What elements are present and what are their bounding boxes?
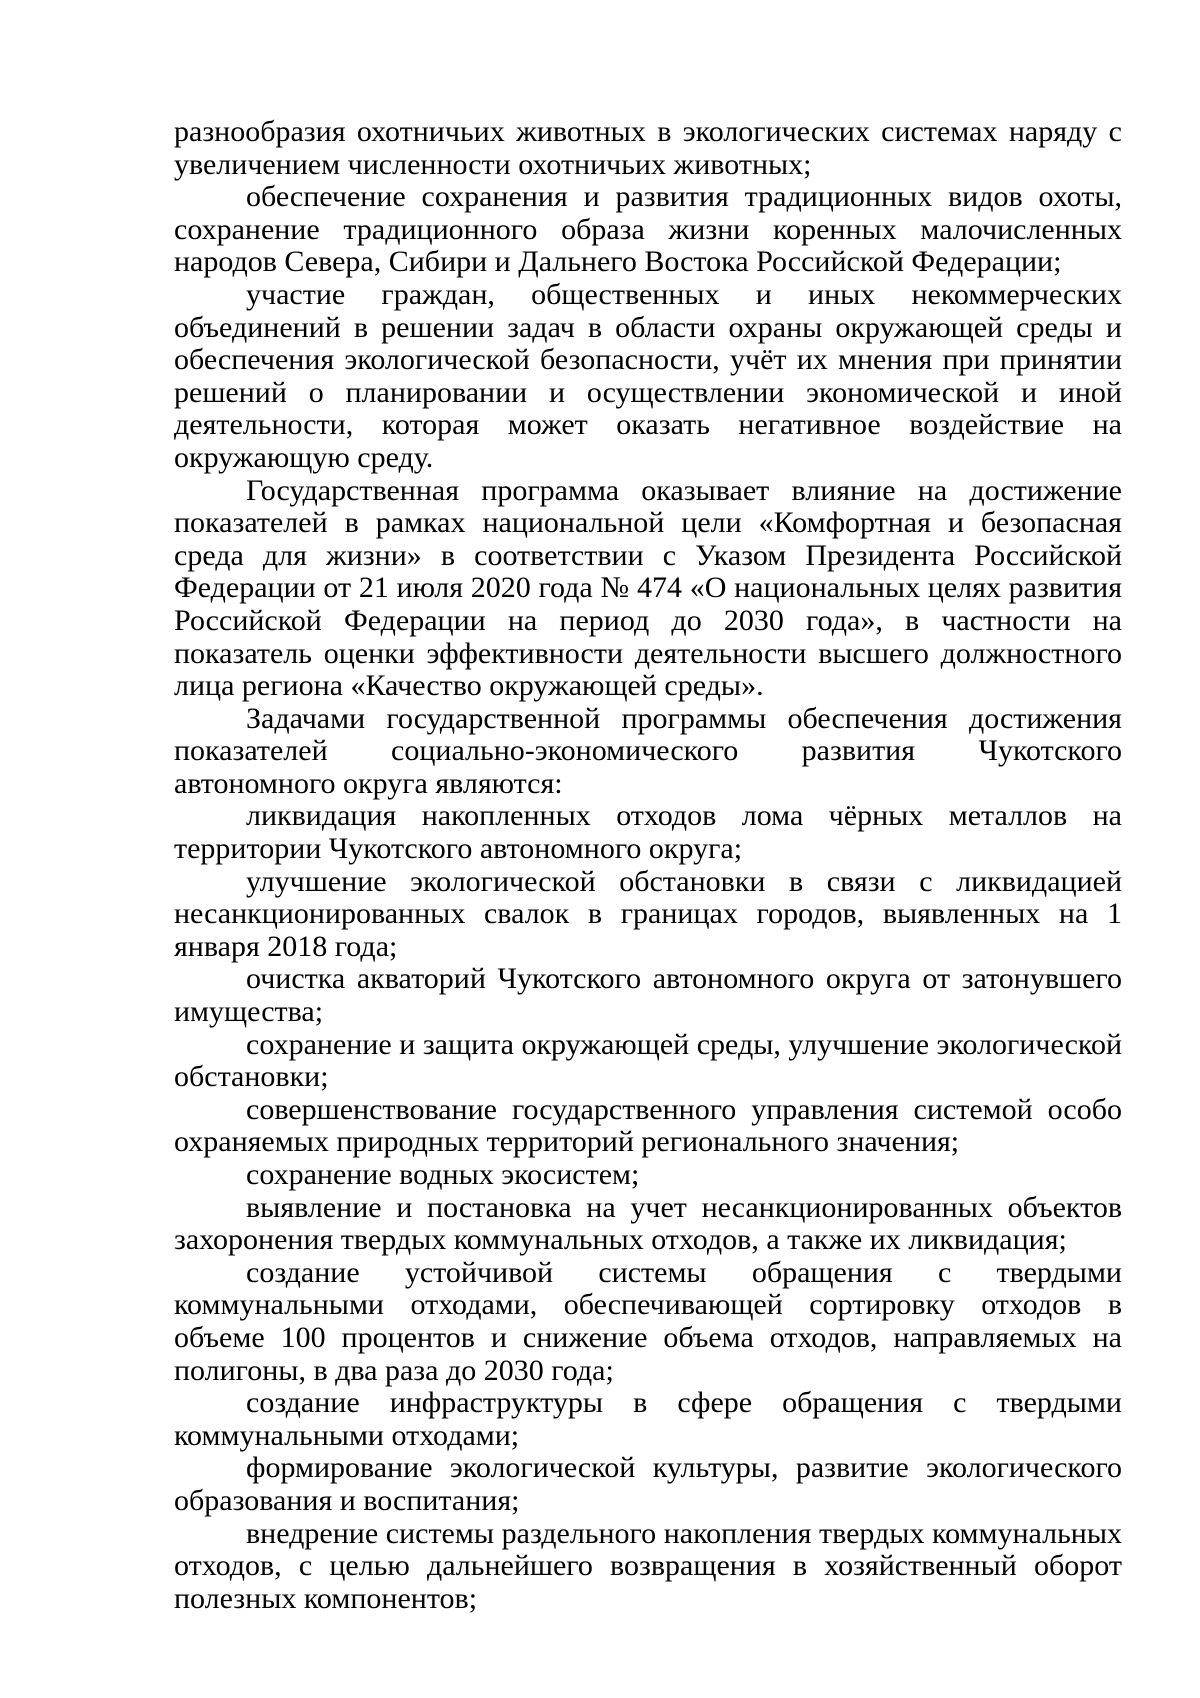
paragraph-9: сохранение и защита окружающей среды, улучшение экологической обстановки; bbox=[174, 1027, 1122, 1094]
paragraph-12: выявление и постановка на учет несанкционированных объектов захоронения твердых коммунальных отходов, а также их ликвидация; bbox=[174, 1190, 1122, 1257]
paragraph-15: формирование экологической культуры, развитие экологического образования и воспитания; bbox=[174, 1451, 1122, 1517]
paragraph-16: внедрение системы раздельного накопления твердых коммунальных отходов, с целью дальнейшего возвращения в хозяйственный оборот полезных компонентов; bbox=[174, 1516, 1122, 1615]
paragraph-3: участие граждан, общественных и иных некоммерческих объединений в решении задач в области охраны окружающей среды и обеспечения экологической безопасности, учёт их мнения при принятии решений о планировании и осуществлении экономической и иной деятельности, которая может оказать негативное воздействие на окружающую среду. bbox=[174, 277, 1122, 474]
paragraph-6: ликвидация накопленных отходов лома чёрных металлов на территории Чукотского автономного округа; bbox=[174, 799, 1122, 866]
paragraph-8: очистка акваторий Чукотского автономного округа от затонувшего имущества; bbox=[174, 962, 1122, 1029]
paragraph-10: совершенствование государственного управления системой особо охраняемых природных территорий регионального значения; bbox=[174, 1092, 1122, 1159]
document-body bbox=[174, 116, 1122, 1615]
paragraph-11: сохранение водных экосистем; bbox=[246, 1158, 640, 1191]
paragraph-13: создание устойчивой системы обращения с твердыми коммунальными отходами, обеспечивающей сортировку отходов в объеме 100 процентов и снижение объема отходов, направляемых на полигоны, в два раза до 2030 года; bbox=[174, 1255, 1122, 1387]
paragraph-1: разнообразия охотничьих животных в экологических системах наряду с увеличением численности охотничьих животных; bbox=[174, 115, 1122, 181]
paragraph-2: обеспечение сохранения и развития традиционных видов охоты, сохранение традиционного образа жизни коренных малочисленных народов Севера, Сибири и Дальнего Востока Российской Федерации; bbox=[174, 180, 1122, 279]
paragraph-4: Государственная программа оказывает влияние на достижение показателей в рамках национальной цели «Комфортная и безопасная среда для жизни» в соответствии с Указом Президента Российской Федерации от 21 июля 2020 года № 474 «О национальных целях развития Российской Федерации на период до 2030 года», в частности на показатель оценки эффективности деятельности высшего должностного лица региона «Качество окружающей среды». bbox=[174, 473, 1122, 703]
paragraph-14: создание инфраструктуры в сфере обращения с твердыми коммунальными отходами; bbox=[174, 1386, 1122, 1452]
paragraph-5: Задачами государственной программы обеспечения достижения показателей социально-экономического развития Чукотского автономного округа являются: bbox=[174, 701, 1122, 800]
paragraph-7: улучшение экологической обстановки в связи с ликвидацией несанкционированных свалок в границах городов, выявленных на 1 января 2018 года; bbox=[174, 864, 1122, 963]
